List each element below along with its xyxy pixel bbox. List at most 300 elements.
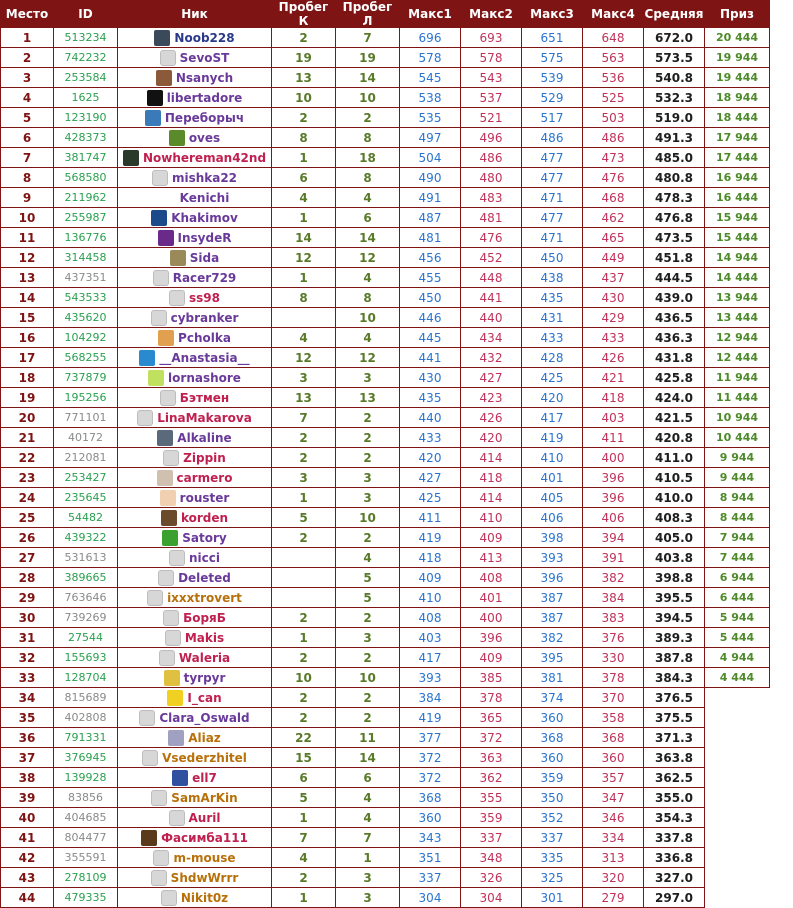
nick-cell <box>118 168 272 188</box>
header-max2: Макс2 <box>461 0 522 28</box>
prize-cell: 17 444 <box>705 148 770 168</box>
id-cell: 531613 <box>54 548 118 568</box>
id-cell: 804477 <box>54 828 118 848</box>
place-cell: 11 <box>1 228 54 248</box>
nick-cell <box>118 88 272 108</box>
run-l-cell: 3 <box>336 628 400 648</box>
max2-cell: 496 <box>461 128 522 148</box>
run-l-cell: 12 <box>336 248 400 268</box>
nick-cell <box>118 288 272 308</box>
max2-cell: 420 <box>461 428 522 448</box>
run-k-cell: 13 <box>272 68 336 88</box>
id-cell: 428373 <box>54 128 118 148</box>
player-nick[interactable]: Sida <box>189 250 220 265</box>
run-l-cell: 11 <box>336 728 400 748</box>
run-k-cell: 7 <box>272 408 336 428</box>
generic-avatar-icon <box>161 890 177 906</box>
max3-cell: 350 <box>522 788 583 808</box>
place-cell: 21 <box>1 428 54 448</box>
nick-cell <box>118 448 272 468</box>
max1-cell: 425 <box>400 488 461 508</box>
table-body <box>1 28 770 908</box>
table-row <box>1 868 770 888</box>
generic-avatar-icon <box>151 790 167 806</box>
photo-avatar-icon <box>157 430 173 446</box>
place-cell: 41 <box>1 828 54 848</box>
max3-cell: 450 <box>522 248 583 268</box>
prize-cell: 16 444 <box>705 188 770 208</box>
run-k-cell: 7 <box>272 828 336 848</box>
avg-cell: 376.5 <box>644 688 705 708</box>
run-l-cell: 10 <box>336 308 400 328</box>
run-l-cell: 14 <box>336 228 400 248</box>
prize-cell <box>705 748 770 768</box>
place-cell: 1 <box>1 28 54 48</box>
table-row <box>1 508 770 528</box>
max1-cell: 417 <box>400 648 461 668</box>
max3-cell: 477 <box>522 148 583 168</box>
photo-avatar-icon <box>157 470 173 486</box>
player-nick[interactable]: ShdwWrrr <box>170 870 239 885</box>
run-l-cell: 3 <box>336 368 400 388</box>
prize-cell: 16 944 <box>705 168 770 188</box>
run-k-cell: 2 <box>272 648 336 668</box>
place-cell: 24 <box>1 488 54 508</box>
table-row <box>1 548 770 568</box>
max3-cell: 471 <box>522 228 583 248</box>
player-nick[interactable]: БоряБ <box>183 610 226 625</box>
avg-cell: 375.5 <box>644 708 705 728</box>
max4-cell: 476 <box>583 168 644 188</box>
run-k-cell: 13 <box>272 388 336 408</box>
max2-cell: 452 <box>461 248 522 268</box>
header-id: ID <box>54 0 118 28</box>
player-nick[interactable]: Бэтмен <box>179 390 230 405</box>
prize-cell: 13 944 <box>705 288 770 308</box>
avg-cell: 327.0 <box>644 868 705 888</box>
id-cell: 389665 <box>54 568 118 588</box>
max1-cell: 409 <box>400 568 461 588</box>
player-nick[interactable]: m-mouse <box>173 850 236 865</box>
max1-cell: 487 <box>400 208 461 228</box>
photo-avatar-icon <box>151 210 167 226</box>
max2-cell: 378 <box>461 688 522 708</box>
max1-cell: 343 <box>400 828 461 848</box>
avg-cell: 473.5 <box>644 228 705 248</box>
run-l-cell: 4 <box>336 788 400 808</box>
nick-cell <box>118 408 272 428</box>
nick-cell <box>118 428 272 448</box>
id-cell: 376945 <box>54 748 118 768</box>
run-l-cell: 19 <box>336 48 400 68</box>
avg-cell: 540.8 <box>644 68 705 88</box>
max2-cell: 365 <box>461 708 522 728</box>
max2-cell: 409 <box>461 528 522 548</box>
table-row <box>1 788 770 808</box>
photo-avatar-icon <box>161 510 177 526</box>
nick-cell <box>118 628 272 648</box>
max4-cell: 346 <box>583 808 644 828</box>
run-k-cell <box>272 548 336 568</box>
nick-cell <box>118 68 272 88</box>
prize-cell: 12 444 <box>705 348 770 368</box>
run-k-cell: 5 <box>272 788 336 808</box>
generic-avatar-icon <box>152 170 168 186</box>
run-k-cell: 6 <box>272 168 336 188</box>
header-max3: Макс3 <box>522 0 583 28</box>
max3-cell: 360 <box>522 708 583 728</box>
nick-cell <box>118 208 272 228</box>
id-cell: 737879 <box>54 368 118 388</box>
max3-cell: 301 <box>522 888 583 908</box>
prize-cell: 7 944 <box>705 528 770 548</box>
run-l-cell: 3 <box>336 488 400 508</box>
max3-cell: 539 <box>522 68 583 88</box>
max2-cell: 401 <box>461 588 522 608</box>
player-nick[interactable]: Deleted <box>178 570 231 585</box>
player-nick[interactable]: SamArKin <box>171 790 238 805</box>
id-cell: 815689 <box>54 688 118 708</box>
id-cell: 212081 <box>54 448 118 468</box>
run-l-cell: 4 <box>336 188 400 208</box>
nick-cell <box>118 48 272 68</box>
place-cell: 30 <box>1 608 54 628</box>
max2-cell: 400 <box>461 608 522 628</box>
run-k-cell: 4 <box>272 328 336 348</box>
max1-cell: 433 <box>400 428 461 448</box>
run-k-cell: 2 <box>272 448 336 468</box>
table-row <box>1 368 770 388</box>
max3-cell: 398 <box>522 528 583 548</box>
prize-cell: 18 444 <box>705 108 770 128</box>
run-l-cell: 18 <box>336 148 400 168</box>
player-nick[interactable]: oves <box>188 130 221 145</box>
player-nick[interactable]: SevoST <box>179 50 230 65</box>
run-k-cell: 2 <box>272 428 336 448</box>
max1-cell: 538 <box>400 88 461 108</box>
player-nick[interactable]: Nsanych <box>175 70 234 85</box>
photo-avatar-icon <box>170 250 186 266</box>
player-nick[interactable]: Nikit0z <box>180 890 229 905</box>
photo-avatar-icon <box>148 370 164 386</box>
place-cell: 37 <box>1 748 54 768</box>
table-row <box>1 188 770 208</box>
run-k-cell <box>272 568 336 588</box>
max2-cell: 410 <box>461 508 522 528</box>
max1-cell: 418 <box>400 548 461 568</box>
max3-cell: 406 <box>522 508 583 528</box>
table-row <box>1 248 770 268</box>
id-cell: 543533 <box>54 288 118 308</box>
avg-cell: 387.8 <box>644 648 705 668</box>
max4-cell: 383 <box>583 608 644 628</box>
max2-cell: 427 <box>461 368 522 388</box>
player-nick[interactable]: Zippin <box>183 450 226 465</box>
max2-cell: 413 <box>461 548 522 568</box>
run-k-cell: 8 <box>272 128 336 148</box>
max1-cell: 360 <box>400 808 461 828</box>
nick-cell <box>118 808 272 828</box>
table-row <box>1 628 770 648</box>
table-row <box>1 108 770 128</box>
max2-cell: 418 <box>461 468 522 488</box>
place-cell: 33 <box>1 668 54 688</box>
player-nick[interactable]: tyrpyr <box>183 670 226 685</box>
player-nick[interactable]: Makis <box>184 630 225 645</box>
run-l-cell: 10 <box>336 668 400 688</box>
max1-cell: 450 <box>400 288 461 308</box>
max3-cell: 425 <box>522 368 583 388</box>
generic-avatar-icon <box>169 550 185 566</box>
header-avg: Средняя <box>644 0 705 28</box>
prize-cell: 17 944 <box>705 128 770 148</box>
max1-cell: 545 <box>400 68 461 88</box>
max4-cell: 406 <box>583 508 644 528</box>
table-row <box>1 408 770 428</box>
max4-cell: 433 <box>583 328 644 348</box>
run-k-cell: 2 <box>272 28 336 48</box>
player-nick[interactable]: carmero <box>176 470 233 485</box>
max4-cell: 437 <box>583 268 644 288</box>
id-cell: 739269 <box>54 608 118 628</box>
table-row <box>1 588 770 608</box>
place-cell: 20 <box>1 408 54 428</box>
player-nick[interactable]: Alkaline <box>177 430 232 445</box>
id-cell: 479335 <box>54 888 118 908</box>
table-row <box>1 428 770 448</box>
max4-cell: 429 <box>583 308 644 328</box>
max4-cell: 360 <box>583 748 644 768</box>
player-nick[interactable]: Noob228 <box>174 30 235 45</box>
table-row <box>1 468 770 488</box>
max1-cell: 504 <box>400 148 461 168</box>
max4-cell: 462 <box>583 208 644 228</box>
id-cell: 195256 <box>54 388 118 408</box>
avg-cell: 425.8 <box>644 368 705 388</box>
table-row <box>1 488 770 508</box>
id-cell: 128704 <box>54 668 118 688</box>
run-k-cell: 8 <box>272 288 336 308</box>
player-nick[interactable]: Satory <box>182 530 227 545</box>
avg-cell: 491.3 <box>644 128 705 148</box>
place-cell: 25 <box>1 508 54 528</box>
nick-cell <box>118 588 272 608</box>
place-cell: 6 <box>1 128 54 148</box>
max4-cell: 279 <box>583 888 644 908</box>
max4-cell: 313 <box>583 848 644 868</box>
max1-cell: 419 <box>400 528 461 548</box>
run-l-cell: 3 <box>336 888 400 908</box>
prize-cell: 10 944 <box>705 408 770 428</box>
avg-cell: 519.0 <box>644 108 705 128</box>
max1-cell: 411 <box>400 508 461 528</box>
table-row <box>1 448 770 468</box>
player-nick[interactable]: mishka22 <box>171 170 238 185</box>
player-nick[interactable]: rouster <box>179 490 230 505</box>
table-row <box>1 388 770 408</box>
max1-cell: 435 <box>400 388 461 408</box>
photo-avatar-icon <box>168 730 184 746</box>
player-nick[interactable]: Clara_Oswald <box>159 710 250 725</box>
run-l-cell: 2 <box>336 408 400 428</box>
run-k-cell: 3 <box>272 468 336 488</box>
max2-cell: 426 <box>461 408 522 428</box>
nick-cell <box>118 388 272 408</box>
max2-cell: 483 <box>461 188 522 208</box>
player-nick[interactable]: Racer729 <box>172 270 237 285</box>
max4-cell: 418 <box>583 388 644 408</box>
max4-cell: 465 <box>583 228 644 248</box>
max3-cell: 387 <box>522 608 583 628</box>
max1-cell: 372 <box>400 768 461 788</box>
player-nick[interactable]: Auril <box>188 810 221 825</box>
header-run-l: Пробег Л <box>336 0 400 28</box>
max3-cell: 401 <box>522 468 583 488</box>
nick-cell <box>118 688 272 708</box>
run-l-cell: 5 <box>336 588 400 608</box>
max1-cell: 403 <box>400 628 461 648</box>
prize-cell: 4 944 <box>705 648 770 668</box>
player-nick[interactable]: lornashore <box>168 370 241 385</box>
player-nick[interactable]: __Anastasia__ <box>159 350 250 365</box>
player-nick[interactable]: Фасимба111 <box>161 830 248 845</box>
max3-cell: 410 <box>522 448 583 468</box>
player-nick[interactable]: ell7 <box>192 770 217 785</box>
max2-cell: 337 <box>461 828 522 848</box>
prize-cell: 14 944 <box>705 248 770 268</box>
avg-cell: 389.3 <box>644 628 705 648</box>
nick-cell <box>118 568 272 588</box>
player-nick[interactable]: Khakimov <box>171 210 238 225</box>
generic-avatar-icon <box>151 870 167 886</box>
run-l-cell: 3 <box>336 468 400 488</box>
max4-cell: 334 <box>583 828 644 848</box>
max3-cell: 381 <box>522 668 583 688</box>
player-nick[interactable]: ixxxtrovert <box>167 590 242 605</box>
id-cell: 404685 <box>54 808 118 828</box>
place-cell: 5 <box>1 108 54 128</box>
generic-avatar-icon <box>160 50 176 66</box>
run-k-cell: 1 <box>272 268 336 288</box>
max2-cell: 480 <box>461 168 522 188</box>
max3-cell: 438 <box>522 268 583 288</box>
avg-cell: 420.8 <box>644 428 705 448</box>
max4-cell: 468 <box>583 188 644 208</box>
max2-cell: 434 <box>461 328 522 348</box>
max3-cell: 477 <box>522 168 583 188</box>
max3-cell: 359 <box>522 768 583 788</box>
run-k-cell: 1 <box>272 888 336 908</box>
avg-cell: 436.5 <box>644 308 705 328</box>
max4-cell: 449 <box>583 248 644 268</box>
prize-cell: 11 944 <box>705 368 770 388</box>
place-cell: 40 <box>1 808 54 828</box>
player-nick[interactable]: Nowhereman42nd <box>142 150 267 165</box>
max1-cell: 420 <box>400 448 461 468</box>
avg-cell: 485.0 <box>644 148 705 168</box>
max2-cell: 521 <box>461 108 522 128</box>
player-nick[interactable]: InsydeR <box>177 230 232 245</box>
generic-avatar-icon <box>151 310 167 326</box>
max1-cell: 393 <box>400 668 461 688</box>
max3-cell: 529 <box>522 88 583 108</box>
player-nick[interactable]: libertadore <box>166 90 243 105</box>
run-k-cell: 1 <box>272 488 336 508</box>
max4-cell: 396 <box>583 468 644 488</box>
run-l-cell: 12 <box>336 348 400 368</box>
player-nick[interactable]: LinaMakarova <box>157 410 252 425</box>
id-cell: 27544 <box>54 628 118 648</box>
table-row <box>1 748 770 768</box>
max3-cell: 575 <box>522 48 583 68</box>
player-nick[interactable]: Pcholka <box>178 330 231 345</box>
max4-cell: 486 <box>583 128 644 148</box>
nick-cell <box>118 248 272 268</box>
avg-cell: 394.5 <box>644 608 705 628</box>
max3-cell: 477 <box>522 208 583 228</box>
max2-cell: 476 <box>461 228 522 248</box>
run-k-cell: 2 <box>272 708 336 728</box>
run-l-cell: 10 <box>336 88 400 108</box>
nick-cell <box>118 668 272 688</box>
max2-cell: 481 <box>461 208 522 228</box>
run-l-cell: 2 <box>336 688 400 708</box>
max4-cell: 382 <box>583 568 644 588</box>
player-nick[interactable]: Vsederzhitel <box>162 750 247 765</box>
player-nick[interactable]: Kenichi <box>179 190 230 205</box>
max4-cell: 563 <box>583 48 644 68</box>
run-k-cell: 2 <box>272 528 336 548</box>
max4-cell: 426 <box>583 348 644 368</box>
player-nick[interactable]: ss98 <box>189 290 220 305</box>
player-nick[interactable]: nicci <box>189 550 220 565</box>
player-nick[interactable]: korden <box>180 510 229 525</box>
generic-avatar-icon <box>169 290 185 306</box>
generic-avatar-icon <box>139 710 155 726</box>
max2-cell: 355 <box>461 788 522 808</box>
max2-cell: 359 <box>461 808 522 828</box>
max3-cell: 433 <box>522 328 583 348</box>
max3-cell: 387 <box>522 588 583 608</box>
run-l-cell: 7 <box>336 28 400 48</box>
nick-cell <box>118 228 272 248</box>
max4-cell: 421 <box>583 368 644 388</box>
place-cell: 7 <box>1 148 54 168</box>
max1-cell: 410 <box>400 588 461 608</box>
run-l-cell: 6 <box>336 768 400 788</box>
player-nick[interactable]: Waleria <box>178 650 231 665</box>
prize-cell <box>705 688 770 708</box>
player-nick[interactable]: Aliaz <box>188 730 221 745</box>
nick-cell <box>118 748 272 768</box>
max1-cell: 696 <box>400 28 461 48</box>
prize-cell: 10 444 <box>705 428 770 448</box>
run-l-cell: 4 <box>336 268 400 288</box>
avg-cell: 573.5 <box>644 48 705 68</box>
table-row <box>1 608 770 628</box>
max3-cell: 405 <box>522 488 583 508</box>
player-nick[interactable]: cybranker <box>170 310 239 325</box>
player-nick[interactable]: Переборыч <box>164 110 245 125</box>
nick-cell <box>118 348 272 368</box>
avg-cell: 410.0 <box>644 488 705 508</box>
max3-cell: 428 <box>522 348 583 368</box>
player-nick[interactable]: I_can <box>187 690 222 705</box>
id-cell: 104292 <box>54 328 118 348</box>
nick-cell <box>118 468 272 488</box>
max3-cell: 395 <box>522 648 583 668</box>
avg-cell: 395.5 <box>644 588 705 608</box>
